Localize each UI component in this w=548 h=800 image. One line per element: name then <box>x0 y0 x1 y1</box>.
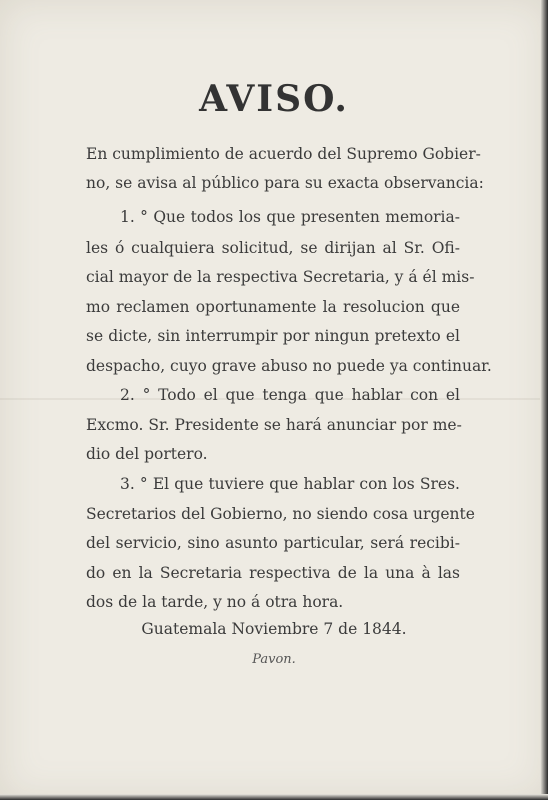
signature: Pavon. <box>252 652 296 667</box>
text-line: Secretarios del Gobierno, no siendo cosa urgente <box>86 505 475 523</box>
paper-bottom-edge <box>0 794 548 800</box>
document-title: AVISO. <box>199 78 349 120</box>
text-line: despacho, cuyo grave abuso no puede ya continuar. <box>86 357 492 375</box>
text-line: dos de la tarde, y no á otra hora. <box>86 593 344 611</box>
text-line: En cumplimiento de acuerdo del Supremo Gobier- <box>86 145 481 163</box>
text-line: do en la Secretaria respectiva de la una à las <box>86 564 460 582</box>
text-line: cial mayor de la respectiva Secretaria, y á él mis- <box>86 268 475 286</box>
place-date: Guatemala Noviembre 7 de 1844. <box>141 620 407 638</box>
text-line: se dicte, sin interrumpir por ningun pretexto el <box>86 327 460 345</box>
text-line: Excmo. Sr. Presidente se hará anunciar por me- <box>86 416 462 434</box>
text-line: 1. ° Que todos los que presenten memoria- <box>120 208 460 226</box>
text-line: no, se avisa al público para su exacta observancia: <box>86 174 484 192</box>
text-line: dio del portero. <box>86 445 208 463</box>
text-line: mo reclamen oportunamente la resolucion que <box>86 298 460 316</box>
text-line: 3. ° El que tuviere que hablar con los Sres. <box>120 475 460 493</box>
paper-right-edge <box>540 0 548 800</box>
text-line: del servicio, sino asunto particular, será recibi- <box>86 534 460 552</box>
text-line: les ó cualquiera solicitud, se dirijan al Sr. Ofi- <box>86 239 460 257</box>
text-line: 2. ° Todo el que tenga que hablar con el <box>120 386 460 404</box>
